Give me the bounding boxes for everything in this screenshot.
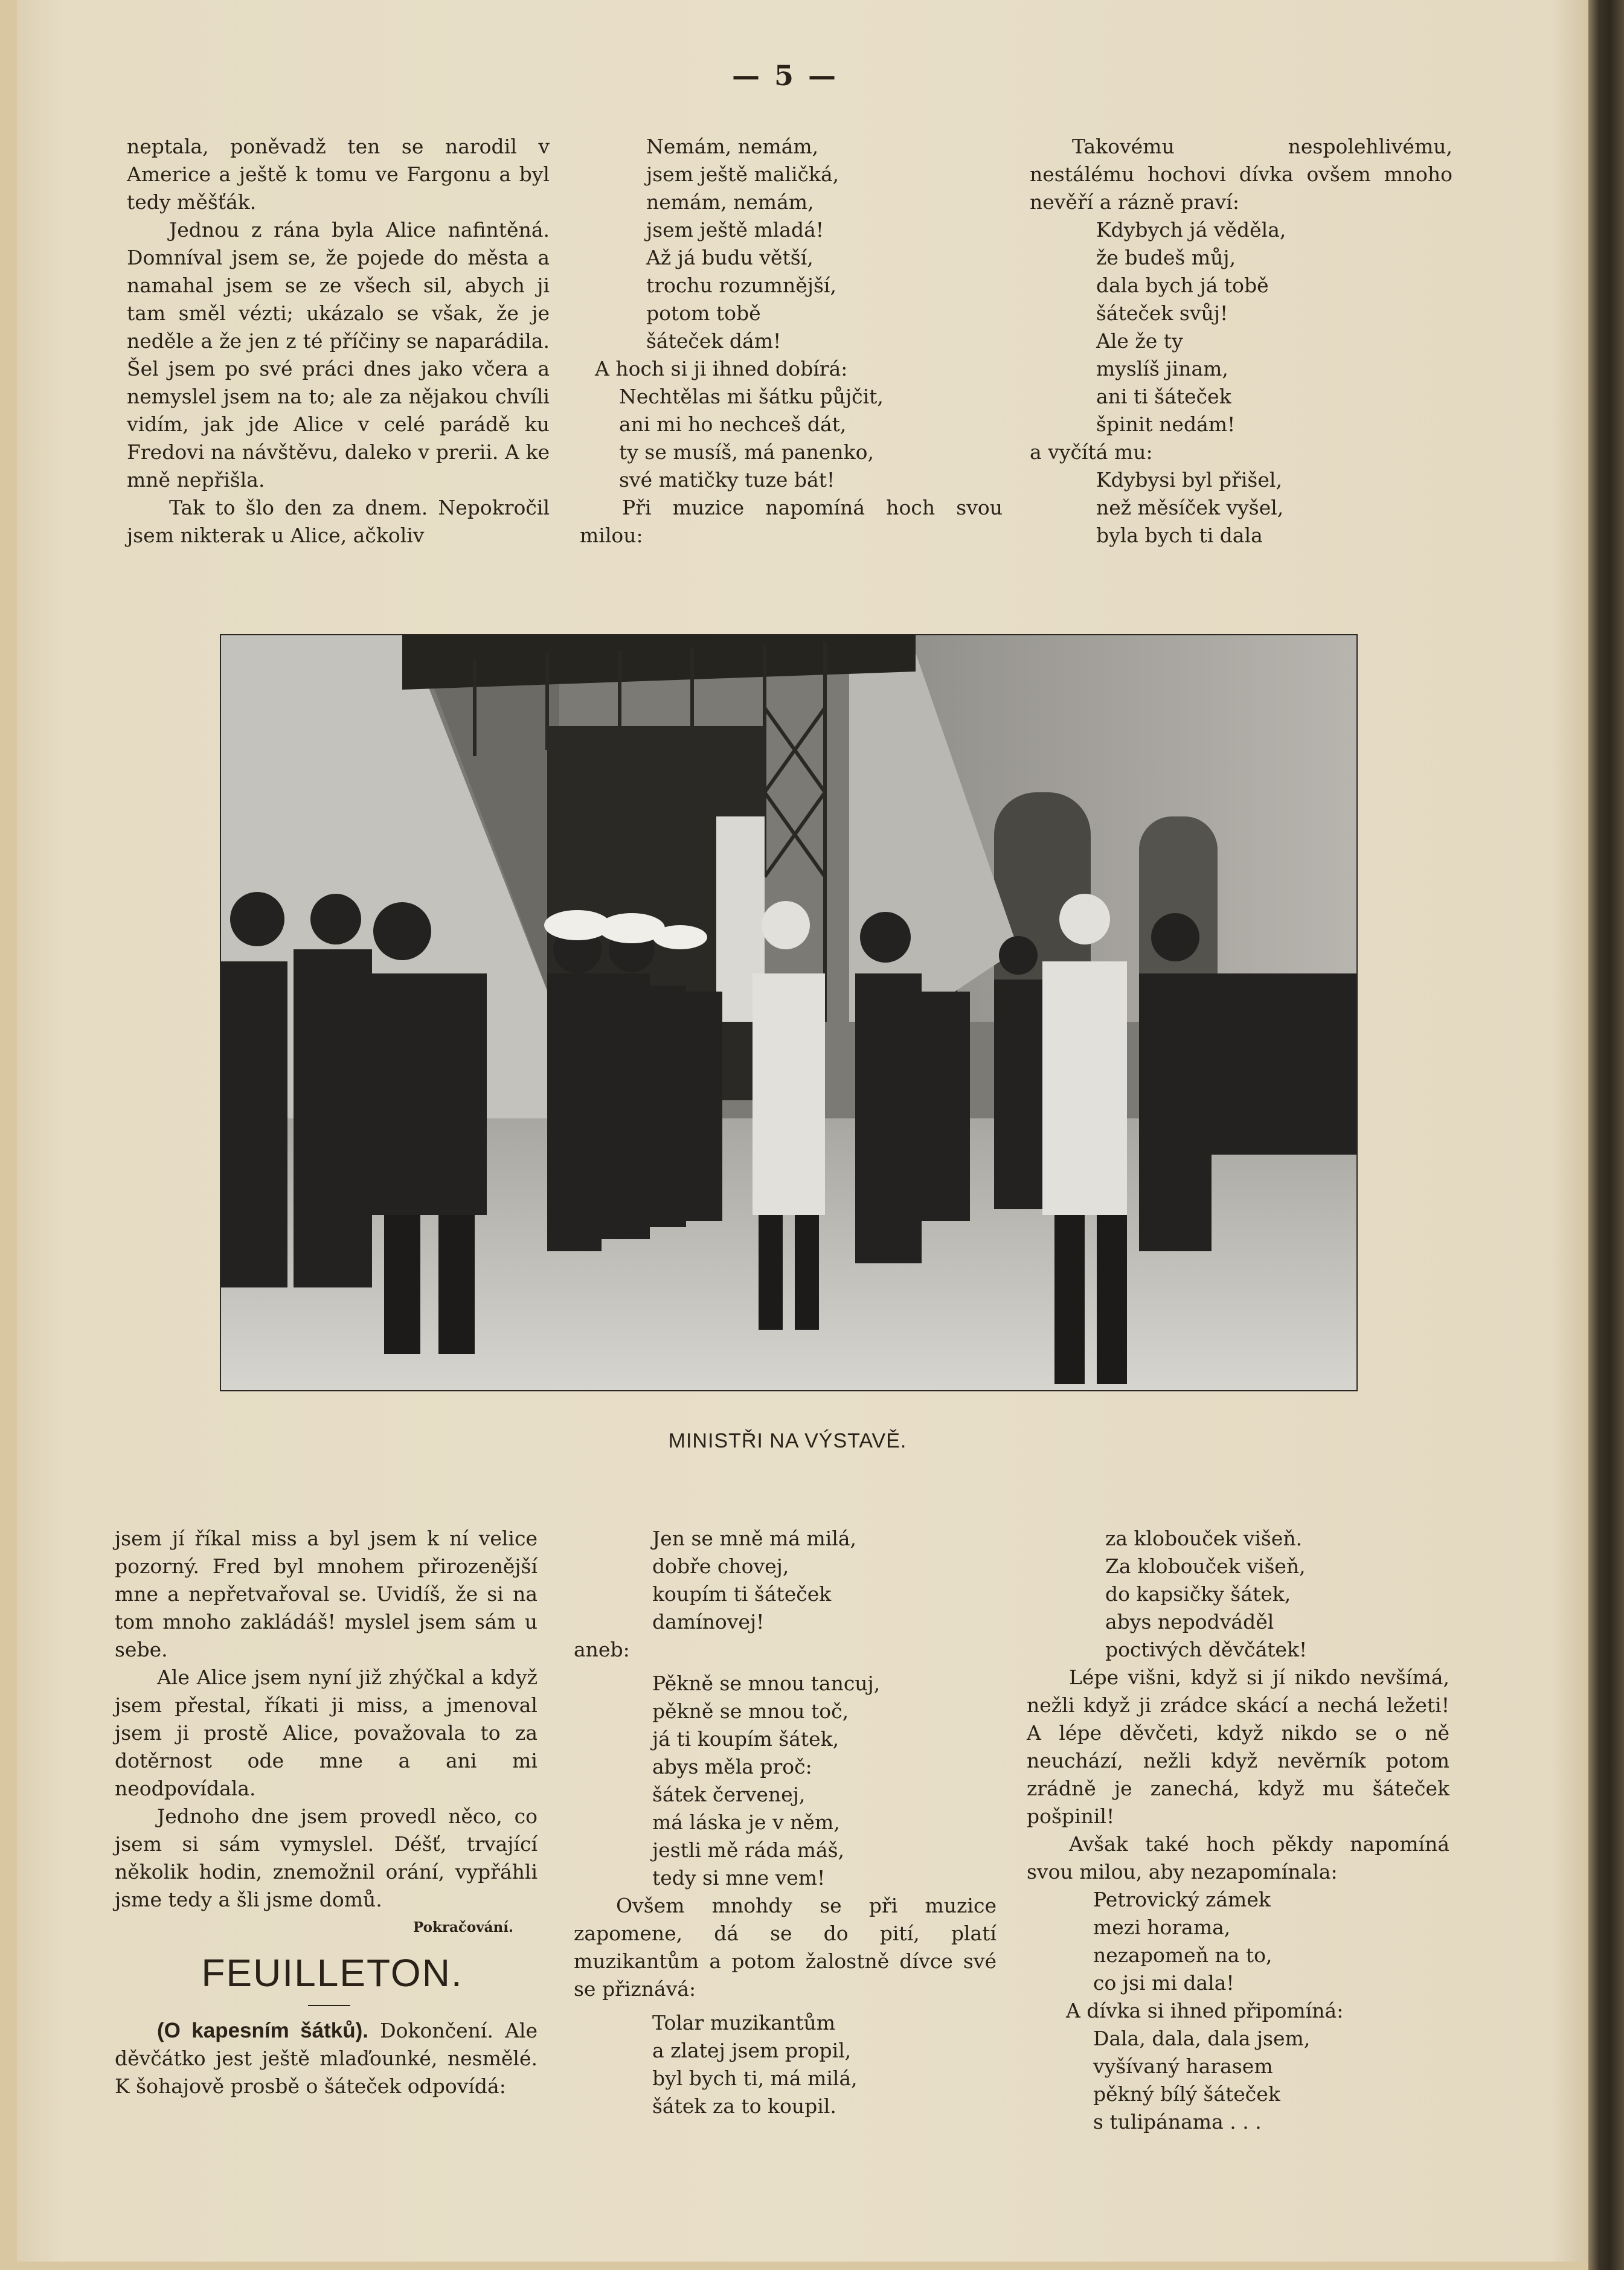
narration: a vyčítá mu: [1030,440,1153,464]
feuilleton-intro [115,2017,538,2100]
verse-line: ty se musíš, má panenko, [619,440,874,464]
verse [580,383,1003,494]
verse-line: co jsi mi dala! [1093,1971,1234,1995]
verse-line: jestli mě ráda máš, [652,1838,844,1862]
verse-line: Ale že ty [1096,329,1183,353]
verse-line: potom tobě [646,301,761,325]
verse-line: a zlatej jsem propil, [652,2039,852,2062]
paragraph: Takovému nespolehlivému, nestálému hochovi dívka ovšem mnoho nevěří a rázně praví: [1030,135,1452,214]
verse-line: do kapsičky šátek, [1105,1582,1291,1606]
verse-line: jsem ještě mladá! [646,218,824,242]
verse [1027,2025,1449,2136]
narration: aneb: [574,1638,630,1661]
verse-line: poctivých děvčátek! [1105,1638,1308,1661]
verse-line: mezi horama, [1093,1916,1231,1939]
paragraph: Jednou z rána byla Alice nafintěná. Domníval jsem se, že pojede do města a namahal jsem se ze všech sil, abych ji tam směl vézti; ukázalo se však, že je neděle a že jen z té příčiny se naparádila. Šel jsem po své práci dnes jako včera a nemyslel jsem na to; ale za nějakou chvíli vidím, jak jde Alice v celé parádě ku Fredovi na návštěvu, daleko v prerii. A ke mně nepřišla. [127,218,550,492]
verse-line: než měsíček vyšel, [1096,496,1284,519]
photo-caption: MINISTŘI NA VÝSTAVĚ. [668,1429,907,1452]
top-right-column [1030,133,1452,550]
paragraph: neptala, poněvadž ten se narodil v Americe a ještě k tomu ve Fargonu a byl tedy měšťák. [127,135,550,214]
paragraph: Tak to šlo den za dnem. Nepokročil jsem nikterak u Alice, ačkoliv [127,496,550,547]
verse-line: za klobouček višeň. [1105,1527,1303,1550]
verse [574,1670,997,1892]
verse-line: koupím ti šáteček [652,1582,832,1606]
paragraph: jsem jí říkal miss a byl jsem k ní velice pozorný. Fred byl mnohem přirozenější mne a nepřetvařoval se. Uvidíš, že si na tom mnoho zakládáš! myslel jsem sám u sebe. [115,1527,538,1661]
bottom-right-column [1027,1525,1449,2136]
verse-line: byl bych ti, má milá, [652,2066,858,2090]
narration: Avšak také hoch pěkdy napomíná svou milou, aby nezapomínala: [1027,1832,1449,1884]
bottom-middle-column [574,1525,997,2120]
verse-line: nemám, nemám, [646,190,814,214]
verse [1030,216,1452,438]
photograph-illustration [221,635,1356,1390]
verse-line: abys měla proč: [652,1755,812,1778]
paragraph [115,2017,538,2100]
book-binding-edge [1588,0,1624,2270]
verse [1027,1525,1449,1664]
verse-line: nezapomeň na to, [1093,1943,1273,1967]
verse-line: Kdybysi byl přišel, [1096,468,1282,492]
verse-line: Za klobouček višeň, [1105,1554,1306,1578]
verse-line: šáteček svůj! [1096,301,1228,325]
verse-line: vyšívaný harasem [1093,2054,1273,2078]
feuilleton-text: Ale děvčátko jest ještě mlaďounké, nesmělé. K šohajově prosbě o šáteček odpovídá: [115,2019,538,2098]
verse-line: damínovej! [652,1610,765,1634]
verse-line: Jen se mně má milá, [652,1527,857,1550]
verse-line: Dala, dala, dala jsem, [1093,2027,1311,2050]
verse-line: abys nepodváděl [1105,1610,1274,1634]
verse-line: myslíš jinam, [1096,357,1228,380]
verse-line: šáteček dám! [646,329,782,353]
verse-line: byla bych ti dala [1096,524,1263,547]
verse [574,2009,997,2120]
narration: A hoch si ji ihned dobírá: [595,357,848,380]
continued-note: Pokračování. [412,1919,513,1935]
narration: A dívka si ihned připomíná: [1066,1999,1344,2022]
feuilleton-heading: FEUILLETON. [201,1951,463,1995]
paragraph: Ale Alice jsem nyní již zhýčkal a když jsem přestal, říkati ji miss, a jmenoval jsem ji prostě Alice, považovala to za dotěrnost ode mne a ani mi neodpovídala. [115,1666,538,1800]
verse [580,133,1003,355]
narration: Při muzice napomíná hoch svou milou: [580,496,1003,547]
verse-line: Pěkně se mnou tancuj, [652,1672,881,1695]
verse-line: tedy si mne vem! [652,1866,826,1890]
top-middle-column [580,133,1003,550]
photograph-ministers [220,634,1358,1391]
verse-line: šátek za to koupil. [652,2094,836,2118]
verse-line: trochu rozumnější, [646,274,836,297]
feuilleton-title: (O kapesním šátků). [157,2019,368,2042]
verse-line: ani ti šáteček [1096,385,1231,408]
verse-line: své matičky tuze bát! [619,468,835,492]
verse-line: špinit nedám! [1096,412,1236,436]
verse-line: že budeš můj, [1096,246,1236,269]
verse-line: s tulipánama . . . [1093,2110,1262,2134]
verse-line: pěkný bílý šáteček [1093,2082,1280,2106]
verse-line: Nemám, nemám, [646,135,819,158]
verse-line: já ti koupím šátek, [652,1727,839,1751]
feuilleton-title-suffix: Dokončení. [380,2019,493,2042]
paragraph: Jednoho dne jsem provedl něco, co jsem si sám vymyslel. Déšť, trvající několik hodin, znemožnil orání, vypřáhli jsme tedy a šli jsme domů. [115,1804,538,1911]
heading-divider [308,2005,350,2006]
verse-line: šátek červenej, [652,1783,806,1806]
verse-line: dala bych já tobě [1096,274,1269,297]
bottom-left-column [115,1525,538,1941]
verse-line: Až já budu větší, [646,246,814,269]
verse-line: Tolar muzikantům [652,2011,836,2034]
verse-line: ani mi ho nechceš dát, [619,412,847,436]
verse [1030,466,1452,550]
verse-line: Petrovický zámek [1093,1888,1271,1911]
narration: Lépe višni, když si jí nikdo nevšímá, nežli když ji zrádce skácí a nechá ležeti! A lépe děvčeti, když nikdo se o ně neuchází, nežli když nevěrník potom zrádně je zanechá, když mu šáteček pošpinil! [1027,1666,1449,1828]
page-number: — 5 — [731,59,839,92]
verse-line: jsem ještě maličká, [646,162,839,186]
verse-line: Kdybych já věděla, [1096,218,1286,242]
verse-line: má láska je v něm, [652,1810,840,1834]
narration: Ovšem mnohdy se při muzice zapomene, dá se do pití, platí muzikantům a potom žalostně dívce své se přiznává: [574,1894,997,2001]
verse [574,1525,997,1636]
verse-line: Nechtělas mi šátku půjčit, [619,385,884,408]
verse-line: pěkně se mnou toč, [652,1699,849,1723]
verse [1027,1886,1449,1997]
verse-line: dobře chovej, [652,1554,789,1578]
top-left-column [127,133,550,550]
